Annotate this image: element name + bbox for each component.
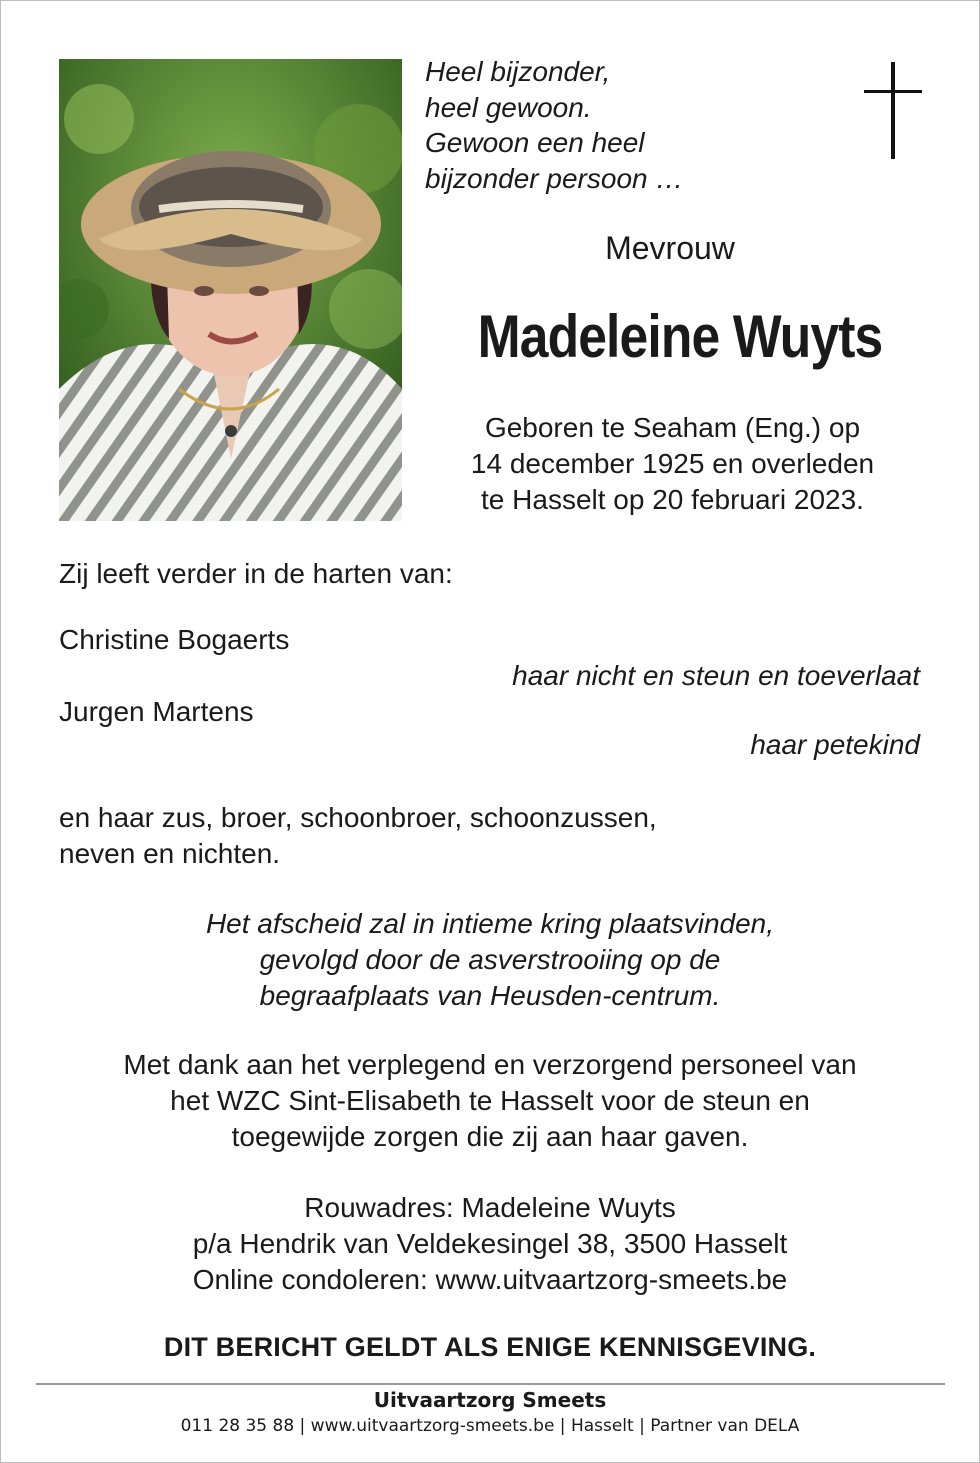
address-block <box>40 1190 940 1298</box>
relative-relation: haar nicht en steun en toeverlaat <box>512 660 920 691</box>
thanks-line: Met dank aan het verplegend en verzorgend personeel van <box>123 1049 857 1080</box>
cross-icon <box>864 62 922 159</box>
family-line: neven en nichten. <box>59 838 281 869</box>
funeral-home-info: 011 28 35 88 | www.uitvaartzorg-smeets.be | Hasselt | Partner van DELA <box>180 1416 800 1436</box>
poem-line: bijzonder persoon … <box>425 162 684 194</box>
poem-line: heel gewoon. <box>425 91 592 123</box>
poem-line: Heel bijzonder, <box>425 56 611 87</box>
address-line: p/a Hendrik van Veldekesingel 38, 3500 Hasselt <box>192 1228 788 1259</box>
poem <box>425 54 683 196</box>
relative-name: Christine Bogaerts <box>59 624 290 655</box>
intro-text: Zij leeft verder in de harten van: <box>59 558 453 589</box>
funeral-home-name: Uitvaartzorg Smeets <box>373 1388 607 1412</box>
notice-text: DIT BERICHT GELDT ALS ENIGE KENNISGEVING. <box>163 1332 817 1362</box>
relative-name: Jurgen Martens <box>59 696 254 727</box>
address-line: Rouwadres: Madeleine Wuyts <box>304 1192 676 1223</box>
birth-death-details <box>425 410 920 518</box>
relative-relation: haar petekind <box>750 729 920 760</box>
thanks-line: toegewijde zorgen die zij aan haar gaven. <box>231 1121 749 1152</box>
thanks-text <box>40 1047 940 1155</box>
birth-line: te Hasselt op 20 februari 2023. <box>481 484 864 515</box>
address-line: Online condoleren: www.uitvaartzorg-smeets.be <box>192 1264 788 1295</box>
honorific: Mevrouw <box>605 230 735 266</box>
deceased-name: Madeleine Wuyts <box>477 303 883 370</box>
farewell-line: gevolgd door de asverstrooiing op de <box>259 944 721 975</box>
thanks-line: het WZC Sint-Elisabeth te Hasselt voor de steun en <box>170 1085 810 1116</box>
portrait-photo <box>59 59 402 521</box>
family-text <box>59 800 657 872</box>
poem-line: Gewoon een heel <box>425 127 645 158</box>
birth-line: 14 december 1925 en overleden <box>470 448 875 479</box>
farewell-line: begraafplaats van Heusden-centrum. <box>259 980 721 1011</box>
farewell-text <box>40 906 940 1014</box>
family-line: en haar zus, broer, schoonbroer, schoonzussen, <box>59 802 657 833</box>
birth-line: Geboren te Seaham (Eng.) op <box>484 412 861 443</box>
divider <box>36 1383 945 1385</box>
farewell-line: Het afscheid zal in intieme kring plaatsvinden, <box>205 908 775 939</box>
